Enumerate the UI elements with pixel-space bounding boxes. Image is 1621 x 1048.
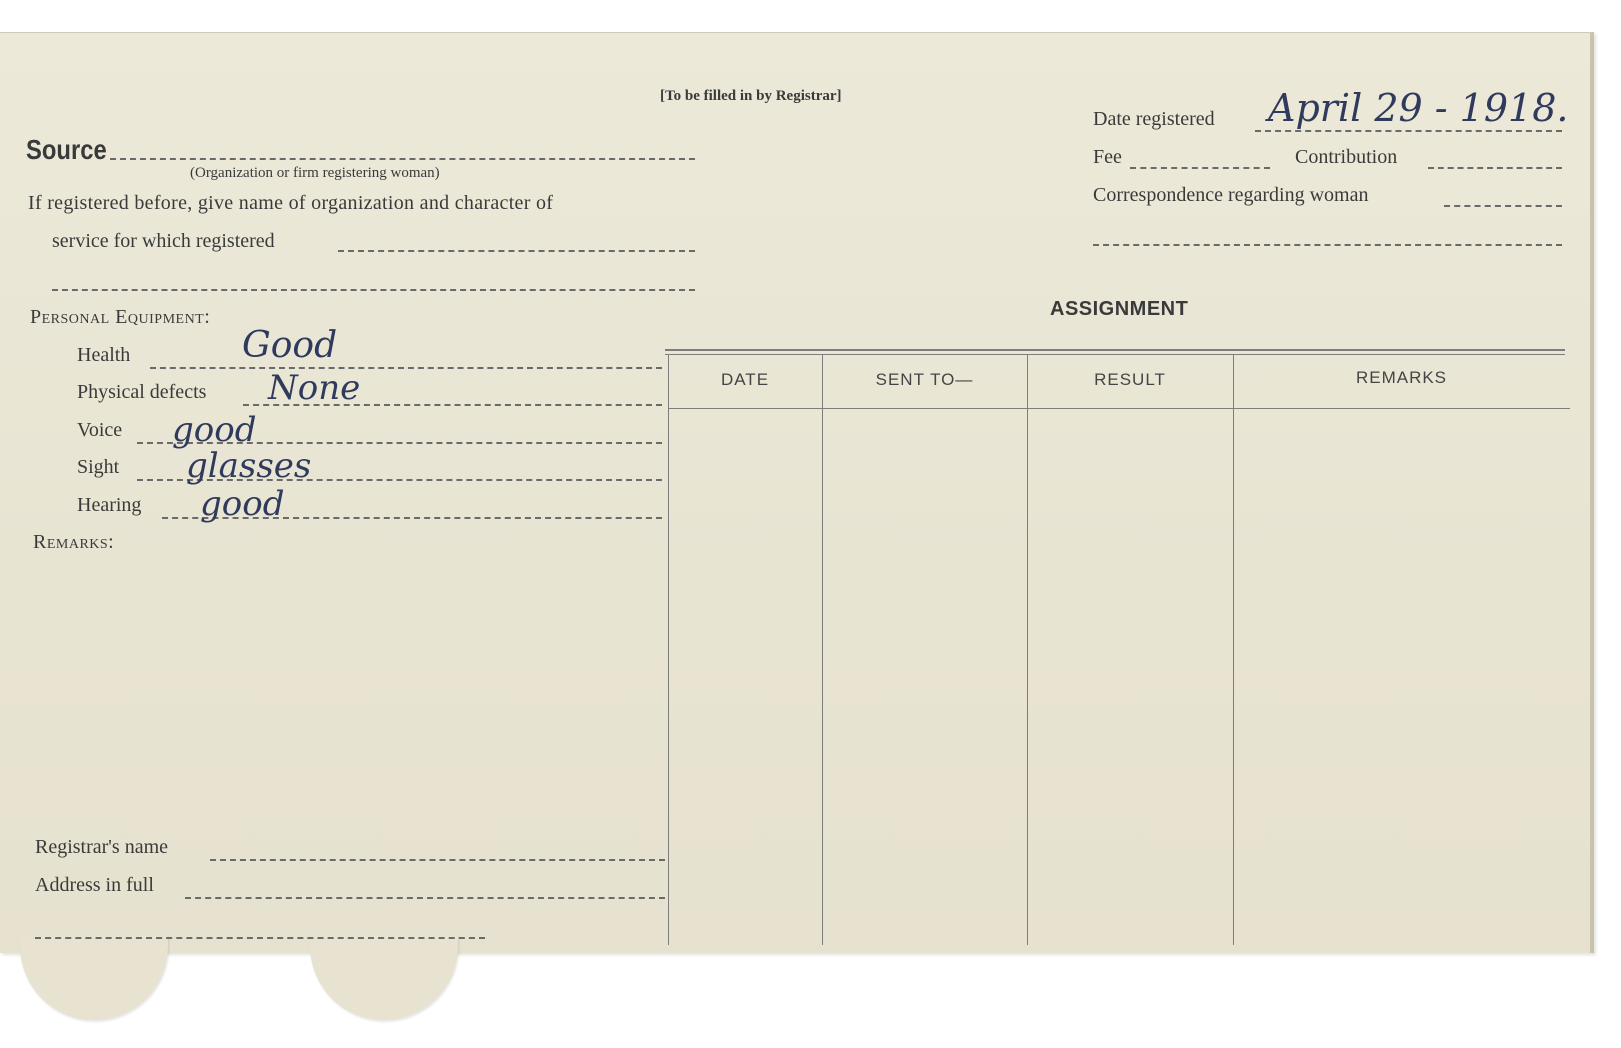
registrar-name-line[interactable] — [210, 859, 665, 861]
table-header-result: RESULT — [1094, 370, 1166, 389]
hearing-value: good — [200, 484, 285, 524]
physical-defects-value: None — [268, 368, 361, 408]
table-header-remarks: REMARKS — [1355, 368, 1448, 387]
physical-defects-label: Physical defects — [77, 381, 207, 403]
correspondence-line[interactable] — [1444, 205, 1562, 207]
table-header-date: DATE — [720, 370, 770, 389]
voice-value: good — [172, 410, 257, 450]
table-col-line-1 — [668, 355, 669, 945]
source-line[interactable] — [110, 158, 695, 160]
address-line[interactable] — [185, 897, 665, 899]
correspondence-label: Correspondence regarding woman — [1093, 184, 1369, 206]
voice-label: Voice — [77, 419, 123, 441]
hearing-label: Hearing — [77, 494, 142, 516]
table-col-line-2 — [822, 355, 823, 945]
contribution-line[interactable] — [1428, 167, 1562, 169]
contribution-label: Contribution — [1295, 146, 1398, 168]
remarks-heading: Remarks: — [33, 531, 115, 553]
table-top-rule — [665, 349, 1565, 351]
health-label: Health — [77, 344, 131, 366]
personal-equipment-heading: Personal Equipment: — [30, 306, 211, 328]
fee-label: Fee — [1093, 146, 1122, 168]
table-header-sent-to: SENT TO— — [875, 370, 974, 389]
registrar-name-label: Registrar's name — [35, 836, 169, 858]
table-col-line-4 — [1233, 355, 1234, 945]
registered-before-line[interactable] — [338, 250, 695, 252]
registered-before-line2: service for which registered — [52, 230, 275, 252]
table-header-rule — [668, 408, 1570, 409]
address-label: Address in full — [35, 874, 154, 896]
fee-line[interactable] — [1130, 167, 1270, 169]
sight-label: Sight — [77, 456, 120, 478]
sight-value: glasses — [186, 446, 312, 486]
table-col-line-3 — [1027, 355, 1028, 945]
assignment-title: ASSIGNMENT — [1050, 298, 1189, 320]
registered-before-extra-line[interactable] — [52, 289, 695, 291]
source-caption: (Organization or firm registering woman) — [190, 165, 440, 181]
card-tab-left — [20, 935, 168, 1020]
source-label: Source — [26, 134, 107, 165]
date-registered-value: April 29 - 1918. — [1268, 86, 1569, 130]
date-registered-label: Date registered — [1093, 108, 1215, 130]
table-top-rule-2 — [665, 354, 1565, 355]
health-value: Good — [242, 325, 338, 366]
registered-before-line1: If registered before, give name of organization and character of — [28, 192, 554, 214]
health-line[interactable] — [150, 367, 662, 369]
address-extra-line[interactable] — [35, 937, 485, 939]
registrar-note: [To be filled in by Registrar] — [660, 88, 842, 104]
correspondence-extra-line[interactable] — [1093, 244, 1562, 246]
date-registered-line[interactable] — [1255, 130, 1562, 132]
card-tab-right — [310, 935, 458, 1020]
